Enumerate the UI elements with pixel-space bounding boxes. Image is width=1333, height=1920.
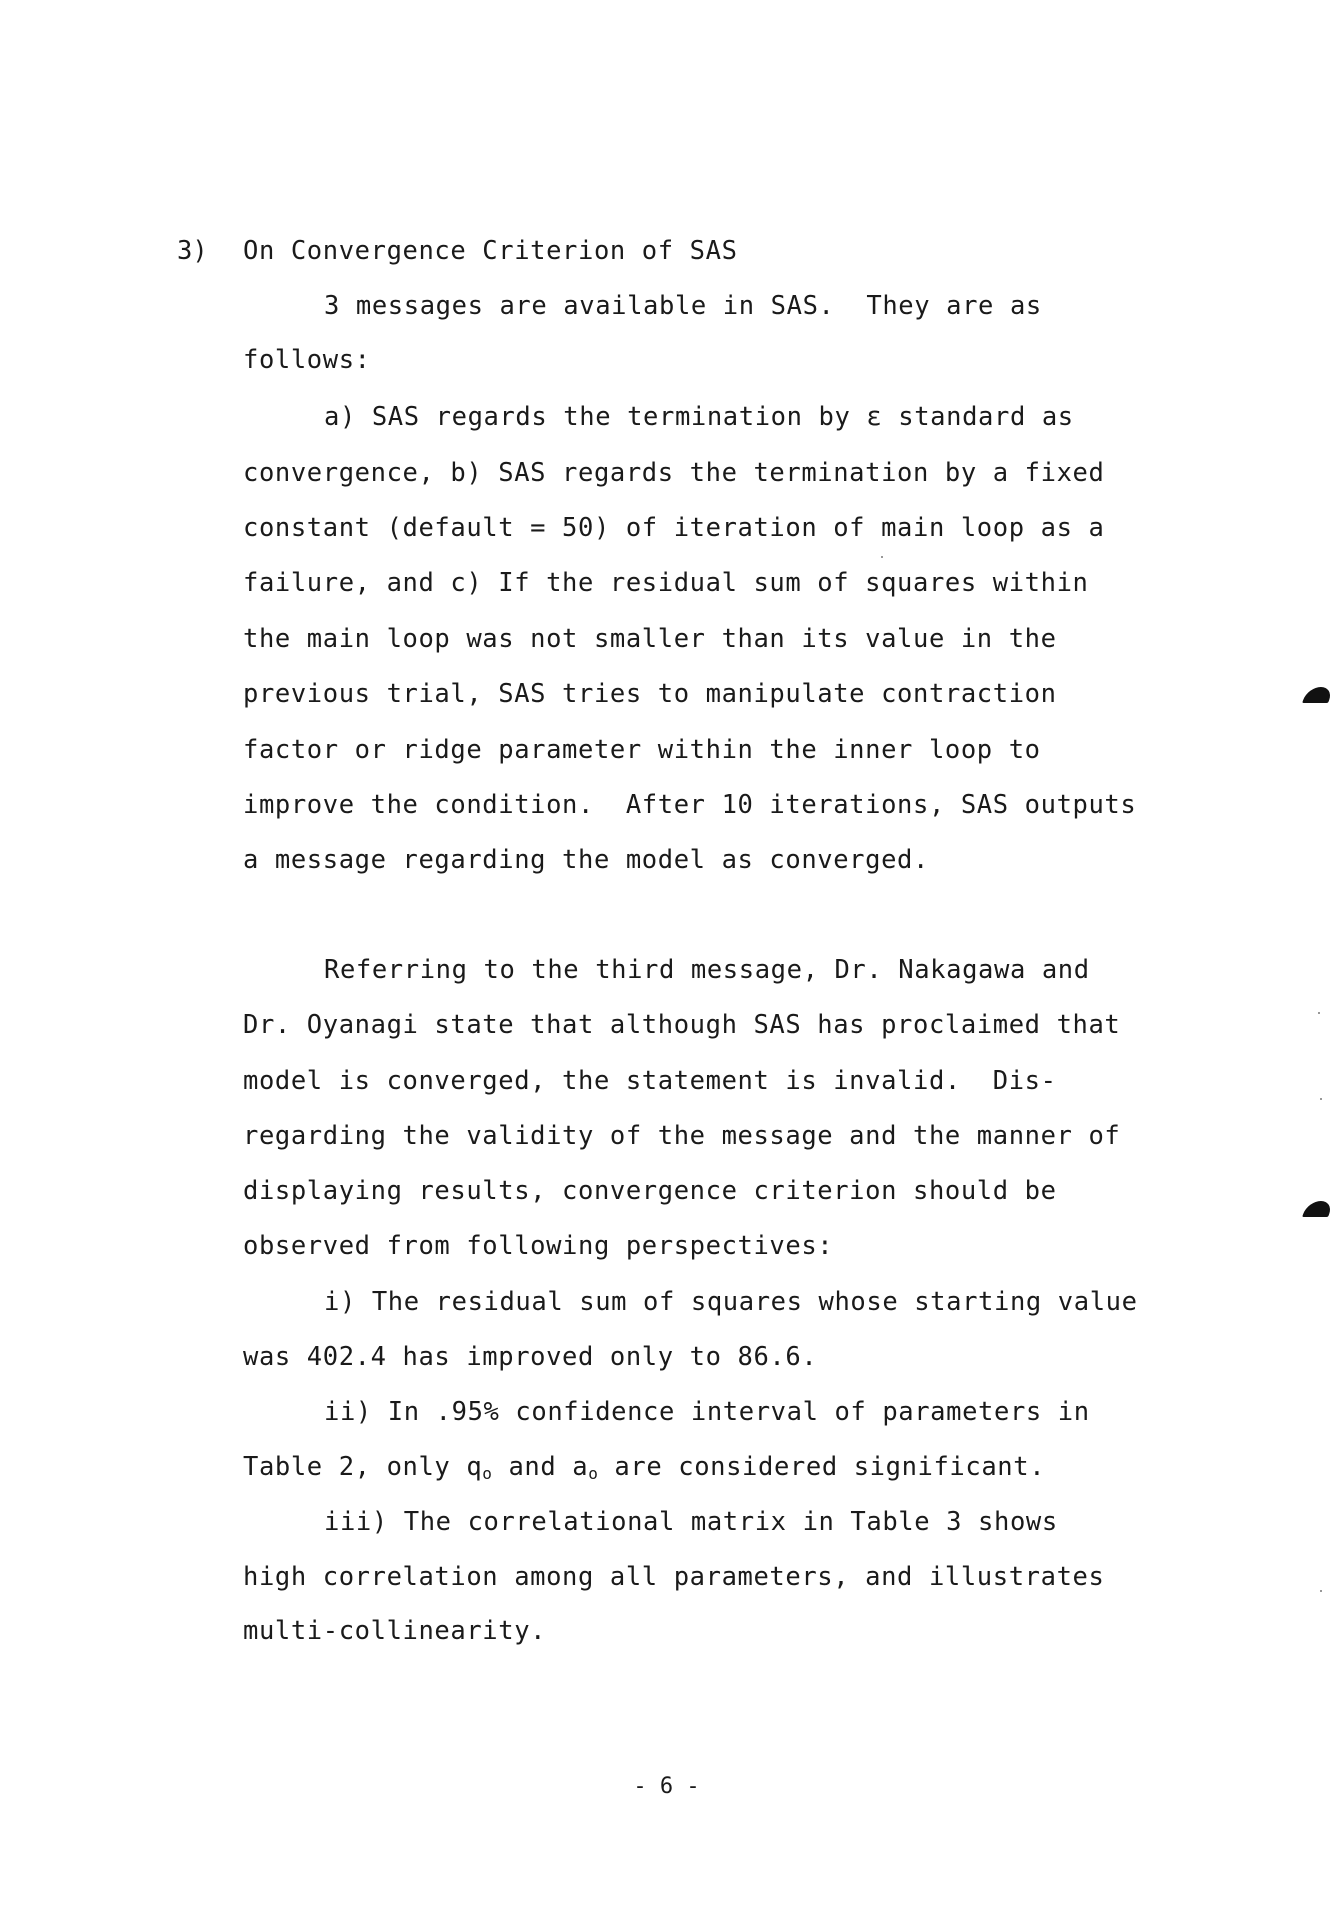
subscript: o (588, 1464, 599, 1483)
list-item-i: i) The residual sum of squares whose starting value (324, 1287, 1138, 1317)
punch-hole-mark (1302, 687, 1333, 703)
paragraph-line: Dr. Oyanagi state that although SAS has proclaimed that (243, 1010, 1121, 1040)
paragraph-line: a message regarding the model as converged. (243, 845, 929, 875)
paragraph-line: previous trial, SAS tries to manipulate contraction (243, 679, 1057, 709)
list-item-iii-continued: multi-collinearity. (243, 1616, 547, 1646)
list-item-iii-continued: high correlation among all parameters, and illustrates (243, 1562, 1105, 1592)
list-item-iii: iii) The correlational matrix in Table 3 shows (324, 1507, 1058, 1537)
paragraph-line: follows: (243, 345, 371, 375)
punch-hole-mark (1302, 1201, 1333, 1217)
paragraph-line: model is converged, the statement is invalid. Dis- (243, 1066, 1057, 1096)
page-number: - 6 - (633, 1774, 700, 1799)
paragraph-line: failure, and c) If the residual sum of squares within (243, 568, 1089, 598)
paragraph-line: Referring to the third message, Dr. Nakagawa and (324, 955, 1090, 985)
text-segment: are considered significant. (598, 1452, 1046, 1482)
scan-speck (1320, 1098, 1322, 1100)
subscript: o (482, 1464, 493, 1483)
list-item-ii: ii) In .95% confidence interval of parameters in (324, 1397, 1090, 1427)
scan-speck (1320, 1590, 1322, 1592)
paragraph-line: a) SAS regards the termination by ε standard as (324, 402, 1074, 432)
paragraph-line: convergence, b) SAS regards the termination by a fixed (243, 458, 1105, 488)
paragraph-line: factor or ridge parameter within the inner loop to (243, 735, 1041, 765)
section-number: 3) (177, 236, 208, 266)
paragraph-line: 3 messages are available in SAS. They are as (324, 291, 1042, 321)
section-heading: On Convergence Criterion of SAS (243, 236, 738, 266)
paragraph-line: the main loop was not smaller than its value in the (243, 624, 1057, 654)
paragraph-line: observed from following perspectives: (243, 1231, 834, 1261)
list-item-ii-continued (243, 1450, 1045, 1491)
paragraph-line: constant (default = 50) of iteration of main loop as a (243, 513, 1105, 543)
list-item-i-continued: was 402.4 has improved only to 86.6. (243, 1342, 818, 1372)
paragraph-line: displaying results, convergence criterion should be (243, 1176, 1057, 1206)
paragraph-line: improve the condition. After 10 iterations, SAS outputs (243, 790, 1137, 820)
paragraph-line: regarding the validity of the message and the manner of (243, 1121, 1121, 1151)
scan-speck (881, 556, 883, 558)
text-segment: Table 2, only q (243, 1452, 483, 1482)
scan-speck (1318, 1012, 1320, 1014)
text-segment: and a (492, 1452, 589, 1482)
